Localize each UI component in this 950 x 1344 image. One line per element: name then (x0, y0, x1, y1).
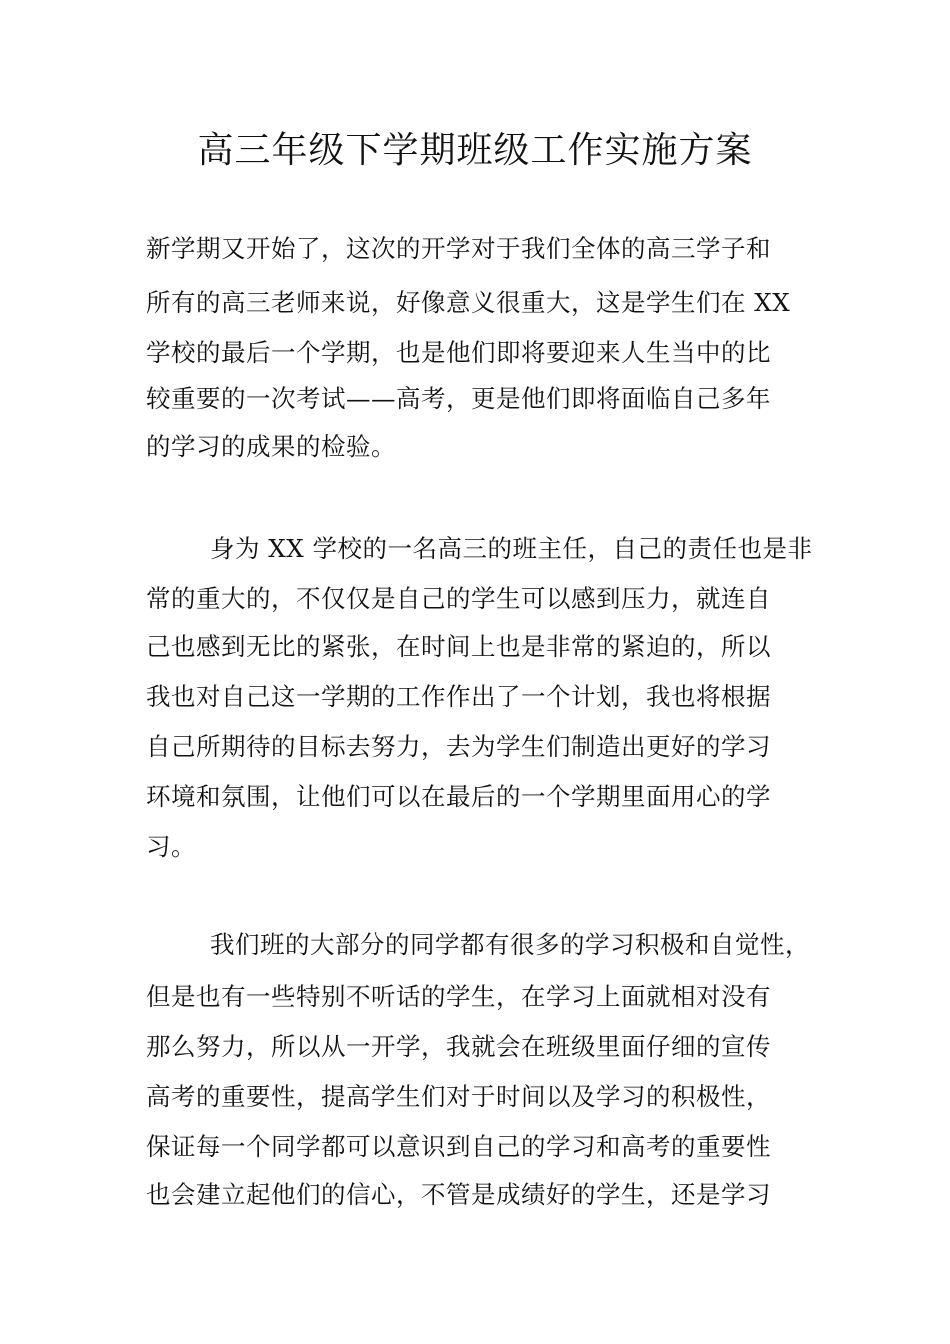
paragraph-1-line-3: 学校的最后一个学期，也是他们即将要迎来人生当中的比 (146, 338, 771, 367)
paragraph-2-line-3: 己也感到无比的紧张，在时间上也是非常的紧迫的，所以 (146, 632, 771, 661)
paragraph-2-line-4: 我也对自己这一学期的工作作出了一个计划，我也将根据 (146, 682, 771, 711)
paragraph-3-line-4: 高考的重要性，提高学生们对于时间以及学习的积极性， (146, 1082, 771, 1111)
paragraph-3-line-5: 保证每一个同学都可以意识到自己的学习和高考的重要性 (146, 1132, 771, 1161)
paragraph-3-line-2: 但是也有一些特别不听话的学生，在学习上面就相对没有 (146, 982, 771, 1011)
paragraph-3-line-6: 也会建立起他们的信心，不管是成绩好的学生，还是学习 (146, 1180, 771, 1209)
paragraph-1-line-2: 所有的高三老师来说，好像意义很重大，这是学生们在 XX (146, 288, 791, 317)
paragraph-1-line-4: 较重要的一次考试——高考，更是他们即将面临自己多年 (146, 384, 771, 413)
document-title: 高三年级下学期班级工作实施方案 (197, 130, 753, 171)
paragraph-2-line-7: 习。 (146, 832, 196, 861)
paragraph-2-line-2: 常的重大的，不仅仅是自己的学生可以感到压力，就连自 (146, 584, 771, 613)
paragraph-2-line-1: 身为 XX 学校的一名高三的班主任，自己的责任也是非 (210, 534, 813, 563)
paragraph-3-line-3: 那么努力，所以从一开学，我就会在班级里面仔细的宣传 (146, 1032, 771, 1061)
paragraph-2-line-6: 环境和氛围，让他们可以在最后的一个学期里面用心的学 (146, 782, 771, 811)
paragraph-2-line-5: 自己所期待的目标去努力，去为学生们制造出更好的学习 (146, 732, 771, 761)
paragraph-1-line-1: 新学期又开始了，这次的开学对于我们全体的高三学子和 (146, 234, 771, 263)
paragraph-3-line-1: 我们班的大部分的同学都有很多的学习积极和自觉性， (210, 930, 810, 959)
paragraph-1-line-5: 的学习的成果的检验。 (146, 432, 396, 461)
